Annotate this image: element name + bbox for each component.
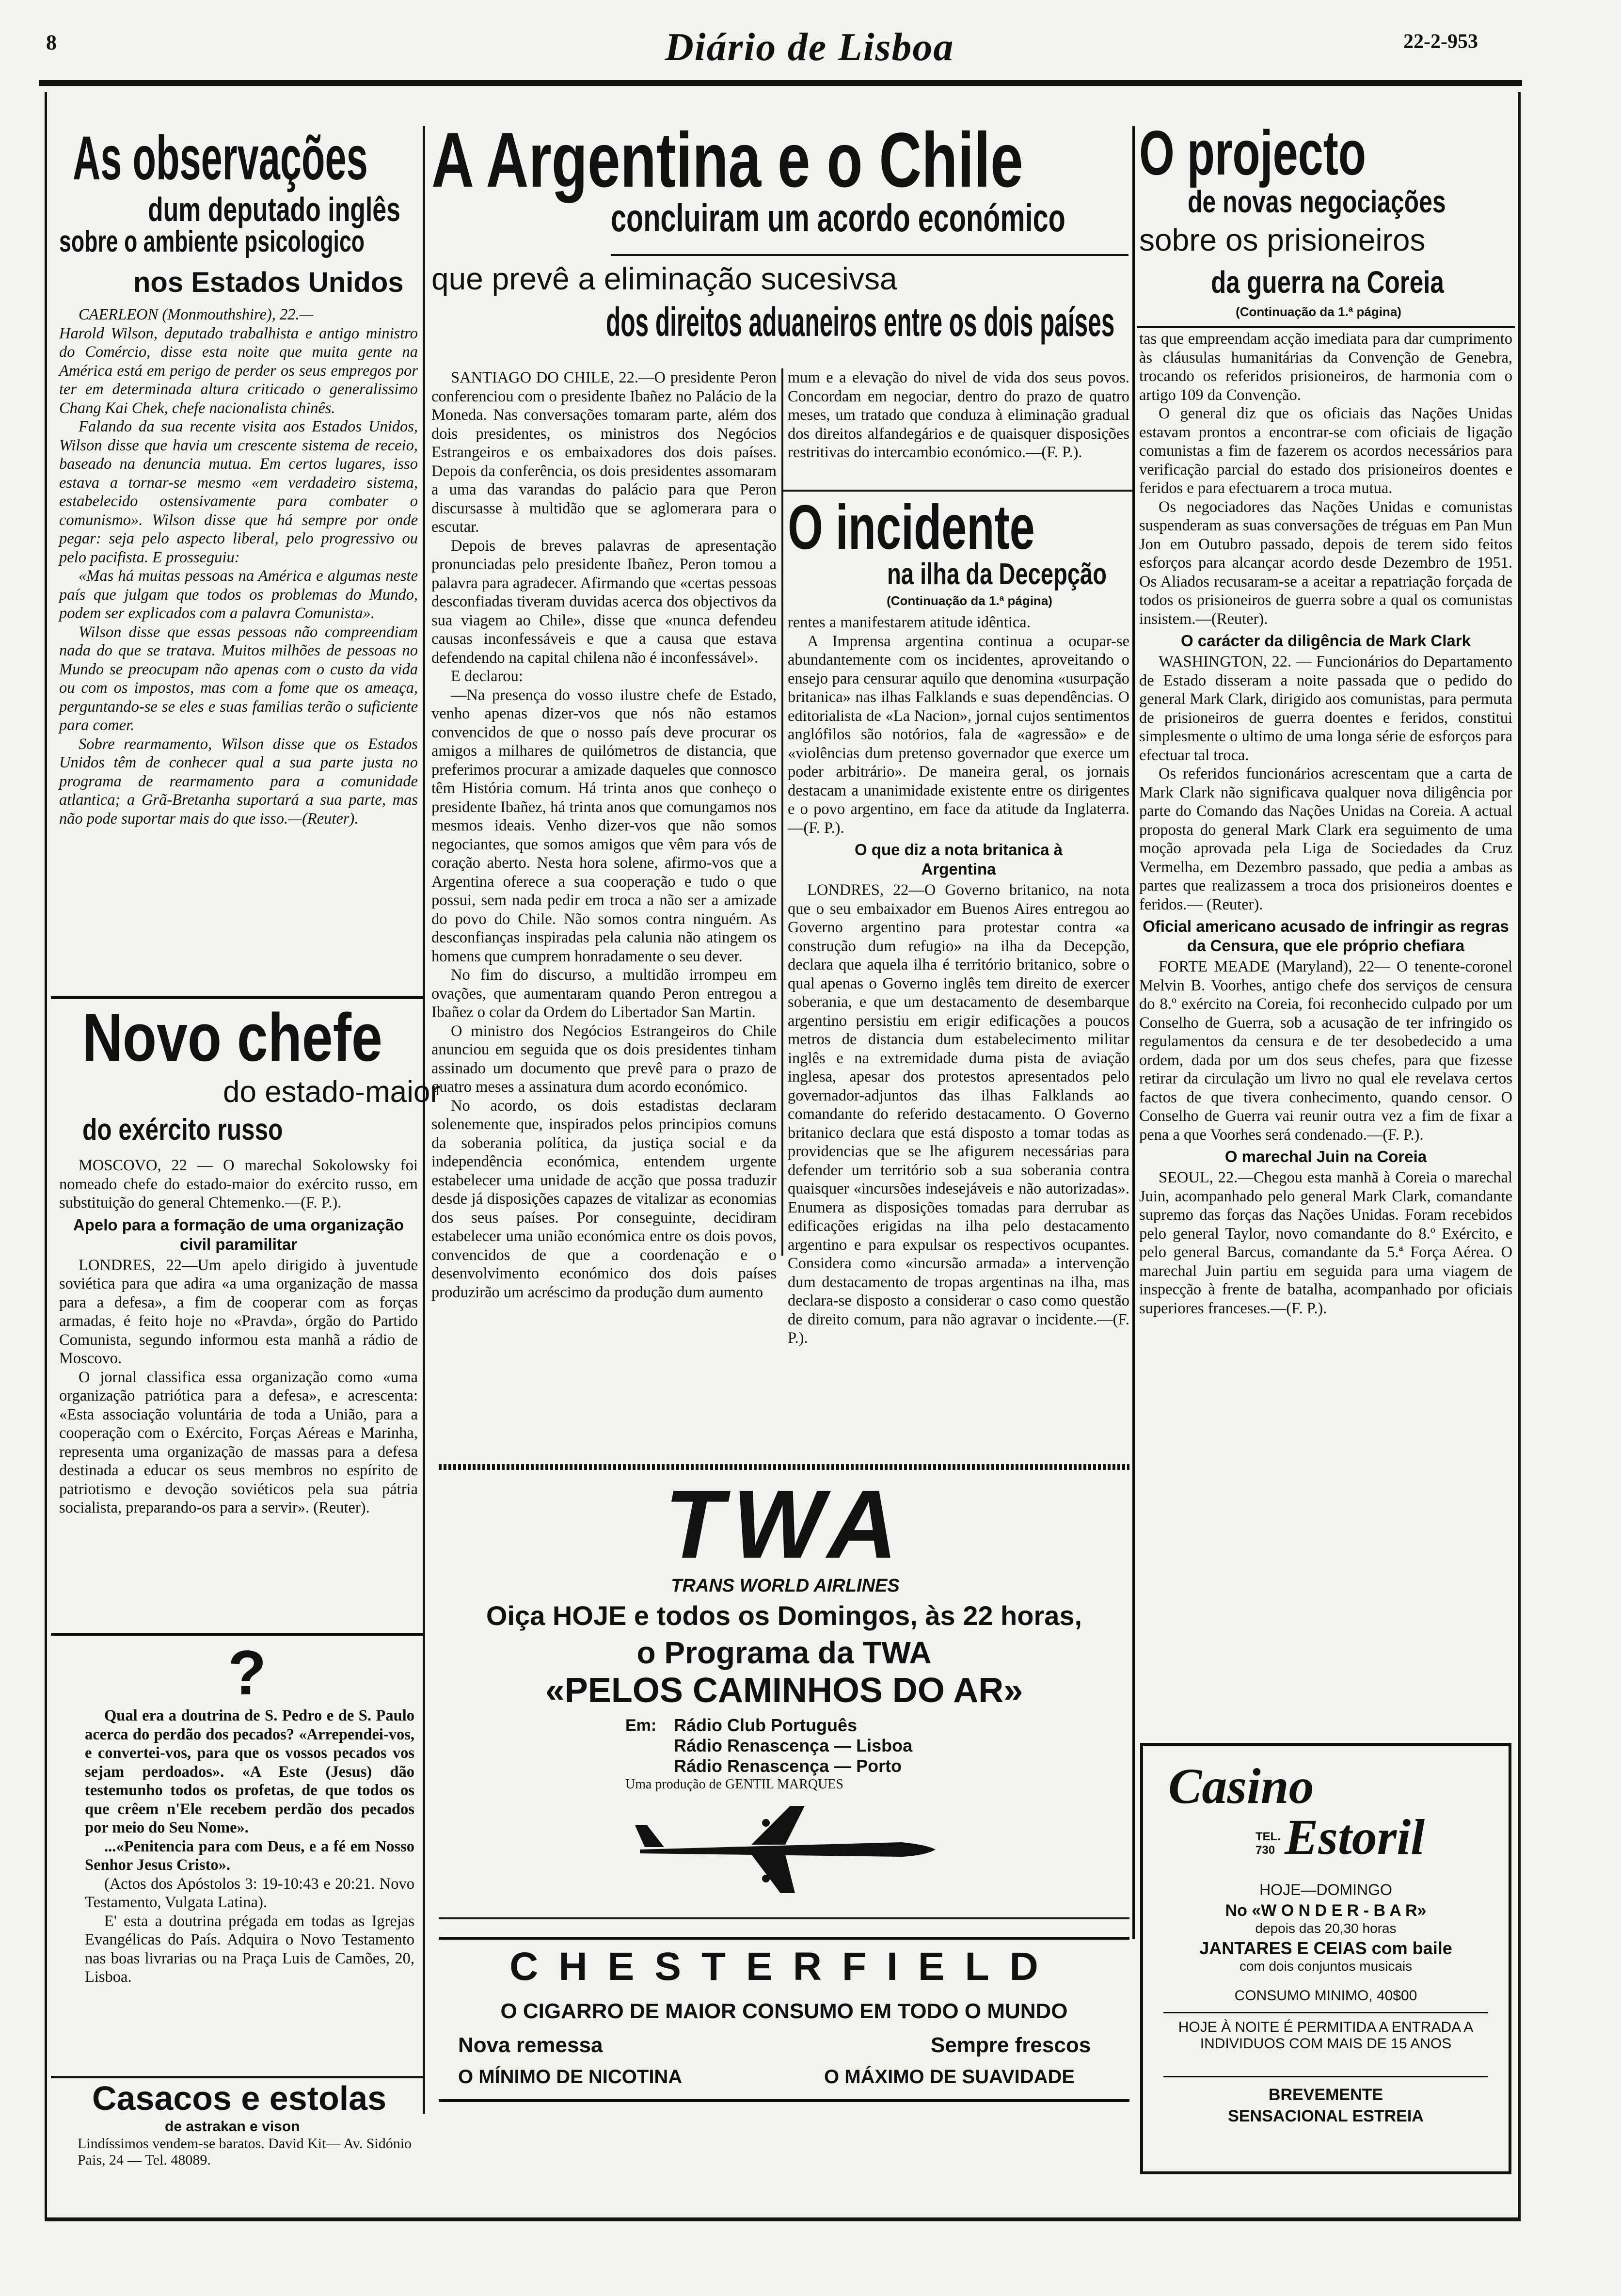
col1-article: CAERLEON (Monmouthshire), 22.— Harold Wilson, deputado trabalhista e antigo ministro do Comércio, disse esta noite que muita gente na América está em perigo de perder os seus empregos por ter em determinada altura criticado o generalissimo Chang Kai Chek, chefe nacionalista chinês. Falando da sua recente visita aos Estados Unidos, Wilson disse que havia um crescente sistema de receio, baseado na denuncia mutua. Em certos lugares, isso estava a tornar-se mesmo «em verdadeiro sistema, estabelecido ostensivamente para combater o comunismo». Wilson disse que há sempre por onde pegar: seja pelo aspecto liberal, pelo progressivo ou pelo pacifista. E prosseguiu: «Mas há muitas pessoas na América e algumas neste país que julgam que todos os problemas do Mundo, podem ser explicados com a palavra Comunista». Wilson disse que essas pessoas não compreendiam nada do que se tratava. Muitos milhões de pessoas no Mundo se preocupam não apenas com o custo da vida ou com os impostos, mas com a fome que os ameaça, perguntando-se se eles e suas familias terão o suficiente para comer. Sobre rearmamento, Wilson disse que os Estados Unidos têm de conhecer qual a sua parte justa no programa de rearmamento para a comunidade atlantica; a Grã-Bretanha suportará a sua parte, mas não pode suportar mais do que isso.—(Reuter). xyxy=(59,306,418,828)
casino-line-8: BREVEMENTE xyxy=(1268,2086,1383,2104)
casacos-sub: de astrakan e vison xyxy=(165,2119,300,2135)
chest-line-1: O CIGARRO DE MAIOR CONSUMO EM TODO O MUNDO xyxy=(500,1999,1068,2023)
arg-subhead3: dos direitos aduaneiros entre os dois países xyxy=(606,299,1115,345)
casino-logo-estoril: Estoril xyxy=(1285,1809,1425,1865)
chest-line-2b: Sempre frescos xyxy=(931,2033,1091,2057)
inc-sub-headline: O que diz a nota britanica à Argentina xyxy=(854,841,1063,878)
arg-subhead2: que prevê a eliminação sucesivsa xyxy=(431,261,897,296)
casino-tel: TEL. 730 xyxy=(1255,1830,1281,1857)
casino-rule xyxy=(1163,2012,1488,2013)
proj-sub-3: O marechal Juin na Coreia xyxy=(1224,1148,1427,1165)
question-box-text: Qual era a doutrina de S. Pedro e de S. Paulo acerca do perdão dos pecados? «Arrependei-vos, e convertei-vos, para que os vossos pecados vos sejam perdoados». «A Este (Jesus) dão testemunho todos os profetas, de que todos os que crêem n'Ele recebem perdão dos pecados por meio do Seu Nome». ...«Penitencia para com Deus, e a fé em Nosso Senhor Jesus Cristo». (Actos dos Apóstolos 3: 19-10:43 e 20:21. Novo Testamento, Vulgata Latina). E' esta a doutrina prégada em todas as Igrejas Evangélicas do País. Adquira o Novo Testamento nas boas livrarias ou na Praça Luis de Camões, 20, Lisboa. xyxy=(85,1707,414,1986)
twa-logo: TWA xyxy=(664,1470,906,1578)
arg-subhead: concluiram um acordo económico xyxy=(611,196,1065,239)
twa-line-2: o Programa da TWA xyxy=(636,1635,932,1670)
chest-line-3b: O MÁXIMO DE SUAVIDADE xyxy=(824,2066,1075,2088)
twa-bottom-rule xyxy=(439,1917,1129,1919)
casacos-title: Casacos e estolas xyxy=(92,2079,387,2117)
page-number: 8 xyxy=(46,31,57,54)
novo-headline: Novo chefe xyxy=(82,999,382,1075)
novo-subhead: do estado-maior xyxy=(223,1075,441,1109)
casacos-text: Lindíssimos vendem-se baratos. David Kit— Av. Sidónio Pais, 24 — Tel. 48089. xyxy=(78,2136,412,2168)
col1-headline: As observações xyxy=(73,124,368,193)
inc-subhead: na ilha da Decepção xyxy=(887,558,1107,591)
chest-name: CHESTERFIELD xyxy=(509,1945,1059,1989)
casino-line-9: SENSACIONAL ESTREIA xyxy=(1228,2107,1424,2125)
twa-em: Em: xyxy=(625,1716,657,1735)
col1-subhead3: nos Estados Unidos xyxy=(133,267,404,298)
proj-subhead2: sobre os prisioneiros xyxy=(1139,223,1426,257)
chest-line-2a: Nova remessa xyxy=(458,2033,603,2057)
inc-headline: O incidente xyxy=(788,492,1035,562)
casino-logo-casino: Casino xyxy=(1168,1758,1314,1814)
col-rule-2 xyxy=(1132,126,1135,1939)
arg-headline: A Argentina e o Chile xyxy=(431,116,1023,203)
proj-subhead: de novas negociações xyxy=(1188,184,1446,219)
chest-border-top xyxy=(439,1937,1129,1940)
casino-line-3: depois das 20,30 horas xyxy=(1255,1921,1397,1936)
chest-border-bottom xyxy=(439,2099,1129,2102)
casino-line-6: CONSUMO MINIMO, 40$00 xyxy=(1234,1988,1417,2004)
twa-line-1: Oiça HOJE e todos os Domingos, às 22 horas, xyxy=(486,1600,1082,1631)
inc-continued: (Continuação da 1.ª página) xyxy=(887,593,1052,608)
twa-radio-3: Rádio Renascença — Porto xyxy=(674,1756,902,1776)
right-rule xyxy=(1518,92,1521,2220)
twa-top-border xyxy=(439,1464,1129,1470)
twa-line-3: «PELOS CAMINHOS DO AR» xyxy=(545,1671,1023,1710)
col-rule-arg xyxy=(781,368,783,1256)
novo-article: MOSCOVO, 22 — O marechal Sokolowsky foi nomeado chefe do estado-maior do exército russo, em substituição do general Chtemenko.—(F. P.). Apelo para a formação de uma organização civil paramilitar LONDRES, 22—Um apelo dirigido à juventude soviética para que adira «a uma organização de massa para a defesa», a fim de cooperar com as forças armadas, é feito hoje no «Pravda», órgão do Partido Comunista, segundo informou esta manhã a rádio de Moscovo. O jornal classifica essa organização como «uma organização patriótica para a defesa», e acrescenta: «Esta associação voluntária de toda a União, para a cooperação com o Exército, Forças Aéreas e Marinha, representa uma organização de massas para a defesa destinada a educar os seus membros no espírito de patriotismo e devoção soviéticos pela sua pátria socialista, preparando-os para a servir». (Reuter). xyxy=(59,1157,418,1516)
casino-line-5: com dois conjuntos musicais xyxy=(1239,1959,1413,1974)
airplane-icon xyxy=(630,1796,940,1903)
proj-cont-rule xyxy=(1137,326,1515,328)
novo-subhead2: do exército russo xyxy=(82,1113,283,1147)
twa-name: TRANS WORLD AIRLINES xyxy=(671,1576,900,1596)
col1-sep-3 xyxy=(51,2076,423,2078)
twa-radio-1: Rádio Club Português xyxy=(674,1715,857,1735)
casino-line-7: HOJE À NOITE É PERMITIDA A ENTRADA A INDIVIDUOS COM MAIS DE 15 ANOS xyxy=(1178,2019,1474,2052)
twa-radio-2: Rádio Renascença — Lisboa xyxy=(674,1736,913,1755)
top-rule xyxy=(39,80,1522,86)
proj-article: tas que empreendam acção imediata para dar cumprimento às cláusulas humanitárias da Convenção de Genebra, trocando os referidos prisioneiros, de harmonia com o artigo 109 da Convenção. O general diz que os oficiais das Nações Unidas estavam prontos a encontrar-se com oficiais de ligação comunistas a fim de fazerem os acordos necessários para verificação parcial do estado dos prisioneiros doentes e feridos e para efectuarem a troca mutua. Os negociadores das Nações Unidas e comunistas suspenderam as suas conversações de tréguas em Pan Mun Jon em Outubro passado, depois de terem sido feitos esforços para alcançar acordo desde Dezembro de 1951. Os Aliados recusaram-se a aceitar a repatriação forçada de todos os prisioneiros de guerra sobre a qual os comunistas insistem.—(Reuter). O carácter da diligência de Mark Clark WASHINGTON, 22. — Funcionários do Departamento de Estado disseram a noite passada que o pedido do general Mark Clark, dirigido aos comunistas, para permuta de prisioneiros de guerra doentes e feridos, constitui simplesmente o ultimo de uma longa série de esforços para efectuar tal troca. Os referidos funcionários acrescentam que a carta de Mark Clark não significava qualquer nova diligência por parte do Comando das Nações Unidas na Coreia. A actual proposta do general Mark Clark era seguimento de uma moção aprovada pela Liga de Sociedades da Cruz Vermelha, em Dezembro passado, que pedia a ambas as partes que realizassem a troca dos prisioneiros doentes e feridos.— (Reuter). Oficial americano acusado de infringir as regras da Censura, que ele próprio chefiara FORTE MEADE (Maryland), 22— O tenente-coronel Melvin B. Voorhes, antigo chefe dos serviços de censura do 8.º exército na Coreia, foi reconhecido culpado por um Conselho de Guerra, sob a acusação de ter infringido os regulamentos da censura e de ter desobedecido a uma ordem, dada por um dos seus chefes, para que fizesse retirar da circulação um livro no qual ele revelava certos factos de que tivera conhecimento, quando censor. O Conselho de Guerra vai reunir outra vez a fim de fixar a pena a que Voorhes será condenado.—(F. P.). O marechal Juin na Coreia SEOUL, 22.—Chegou esta manhã à Coreia o marechal Juin, acompanhado pelo general Mark Clark, comandante supremo das forças das Nações Unidas. Foram recebidos pelo general Taylor, novo comandante do 8.º Exército, e pelo general Barcus, comandante da 5.ª Força Aérea. O marechal Juin partiu em seguida para uma viagem de inspecção à frente de batalha, acompanhado por oficiais superiores franceses.—(F. P.). xyxy=(1139,330,1512,1317)
novo-sub-headline: Apelo para a formação de uma organização civil paramilitar xyxy=(73,1215,404,1253)
masthead-title: Diário de Lisboa xyxy=(665,25,954,69)
proj-continued: (Continuação da 1.ª página) xyxy=(1236,304,1401,319)
question-mark: ? xyxy=(228,1637,267,1708)
casino-line-2: No «W O N D E R - B A R» xyxy=(1225,1901,1427,1920)
proj-sub-2: Oficial americano acusado de infringir as regras da Censura, que ele próprio chefiara xyxy=(1143,917,1509,955)
proj-headline: O projecto xyxy=(1139,117,1367,188)
arg-subhead-rule xyxy=(611,254,1128,256)
col-rule-1 xyxy=(423,126,425,2114)
proj-subhead3: da guerra na Coreia xyxy=(1211,265,1444,300)
casino-line-1: HOJE—DOMINGO xyxy=(1259,1881,1392,1898)
chest-line-3a: O MÍNIMO DE NICOTINA xyxy=(458,2066,683,2088)
bottom-rule xyxy=(45,2217,1521,2221)
col1-subhead: dum deputado inglês xyxy=(148,191,400,228)
proj-sub-1: O carácter da diligência de Mark Clark xyxy=(1181,632,1471,650)
inc-article: rentes a manifestarem atitude idêntica. A Imprensa argentina continua a ocupar-se abundantemente com os incidentes, aproveitando o ensejo para censurar aquilo que denomina «usurpação britanica» nas ilhas Falklands e suas dependências. O editorialista de «La Nacion», jornal cujos sentimentos anglófilos são notórios, fala de «agressão» e de «violências dum pretenso governador que exerce um poder arbitrário». De maneira geral, os jornais destacam a unanimidade existente entre os dirigentes e o povo argentino, em face da atitude da Inglaterra.—(F. P.). O que diz a nota britanica à Argentina LONDRES, 22—O Governo britanico, na nota que o seu embaixador em Buenos Aires entregou ao Governo argentino para protestar contra «a construção dum refugio» na ilha da Decepção, declara que aquela ilha é território britanico, sobre o qual apenas o Governo inglês tem direito de exercer soberania, e que um destacamento de desembarque argentino persistiu em erigir edificações a poucos metros de distancia dum estabelecimento militar inglês e na extremidade duma pista de aviação inglesa, apesar dos protestos apresentados pelo governador-adjuntos das ilhas Falklands ao comandante do referido destacamento. O Governo britanico declara que está disposto a tomar todas as providencias que se lhe afigurem necessárias para defender um território sob a sua soberania contra quaisquer «incursões indesejáveis e não autorizadas». Enumera as disposições tomadas para derrubar as edificações erigidas na ilha pelo destacamento argentino e para expulsar os respectivos ocupantes. Considera como «incursão armada» a intervenção dum destacamento de tropas argentinas na ilha, mas declara-se disposto a considerar o caso como questão de direito comum, para não agravar o incidente.—(F. P.). xyxy=(788,614,1129,1347)
col1-subhead2: sobre o ambiente psicologico xyxy=(59,225,365,258)
masthead-date: 22-2-953 xyxy=(1403,31,1478,53)
twa-production: Uma produção de GENTIL MARQUES xyxy=(625,1777,843,1792)
col1-sep-2 xyxy=(51,1633,423,1636)
left-rule xyxy=(45,92,47,2220)
casino-rule-2 xyxy=(1163,2076,1488,2077)
arg-article-right: mum e a elevação do nivel de vida dos seus povos. Concordam em negociar, dentro do prazo de quatro meses, um tratado que conduza à eliminação gradual dos direitos alfandegários e de quaisquer disposições restritivas do intercambio económico.—(F. P.). xyxy=(788,369,1129,461)
casino-line-4: JANTARES E CEIAS com baile xyxy=(1199,1938,1452,1958)
arg-article-left: SANTIAGO DO CHILE, 22.—O presidente Peron conferenciou com o presidente Ibañez no Palácio de la Moneda. Nas conversações tomaram parte, além dos dois presidentes, os ministros dos Negócios Estrangeiros e os embaixadores dos dois países. Depois da conferência, os dois presidentes assomaram a uma das varandas do palácio para que Peron discursasse à multidão que se aglomerara para o escutar. Depois de breves palavras de apresentação pronunciadas pelo presidente Ibañez, Peron tomou a palavra para agradecer. Afirmando que «certas pessoas desconfiadas tiveram duvidas acerca dos objectivos da sua viagem ao Chile», disse que «nunca defendeu causas inconfessáveis e que a causa que estava defendendo na capital chilena não é inconfessável». E declarou: —Na presença do vosso ilustre chefe de Estado, venho apenas dizer-vos que nós não estamos convencidos de que o nosso país deve procurar os amigos a milhares de quilómetros de distancia, que preferimos procurar a amizade daqueles que connosco têm História comum. Há trinta anos que conheço o presidente Ibañez, há trinta anos que comungamos nos mesmos ideais. Venho dizer-vos que não somos negociantes, que somos amigos que vêm para vós de coração aberto. Nesta hora solene, afirmo-vos que a Argentina oferece a sua cooperação e tudo o que possui, sem nada pedir em troca a não ser a amizade do povo do Chile. Não somos contra ninguém. As desconfianças inspiradas pela calunia não atingem os homens que cumprem honradamente o seu dever. No fim do discurso, a multidão irrompeu em ovações, que aumentaram quando Peron entregou a Ibañez o colar da Ordem do Libertador San Martin. O ministro dos Negócios Estrangeiros do Chile anunciou em seguida que os dois presidentes tinham assinado um documento que prevê para o prazo de quatro meses a assinatura dum acordo económico. No acordo, os dois estadistas declaram solenemente que, inspirados pelos principios comuns da soberania política, da justiça social e da independência económica, entendem urgente estabelecer uma unidade de acção que possa traduzir desde já disposições capazes de vitalizar as economias dos seus países. Por conseguinte, decidiram estabelecer uma união económica entre os dois povos, convencidos de que a coordenação e o desenvolvimento económico dos dois países produzirão um acréscimo da produção dum aumento xyxy=(431,369,777,1301)
